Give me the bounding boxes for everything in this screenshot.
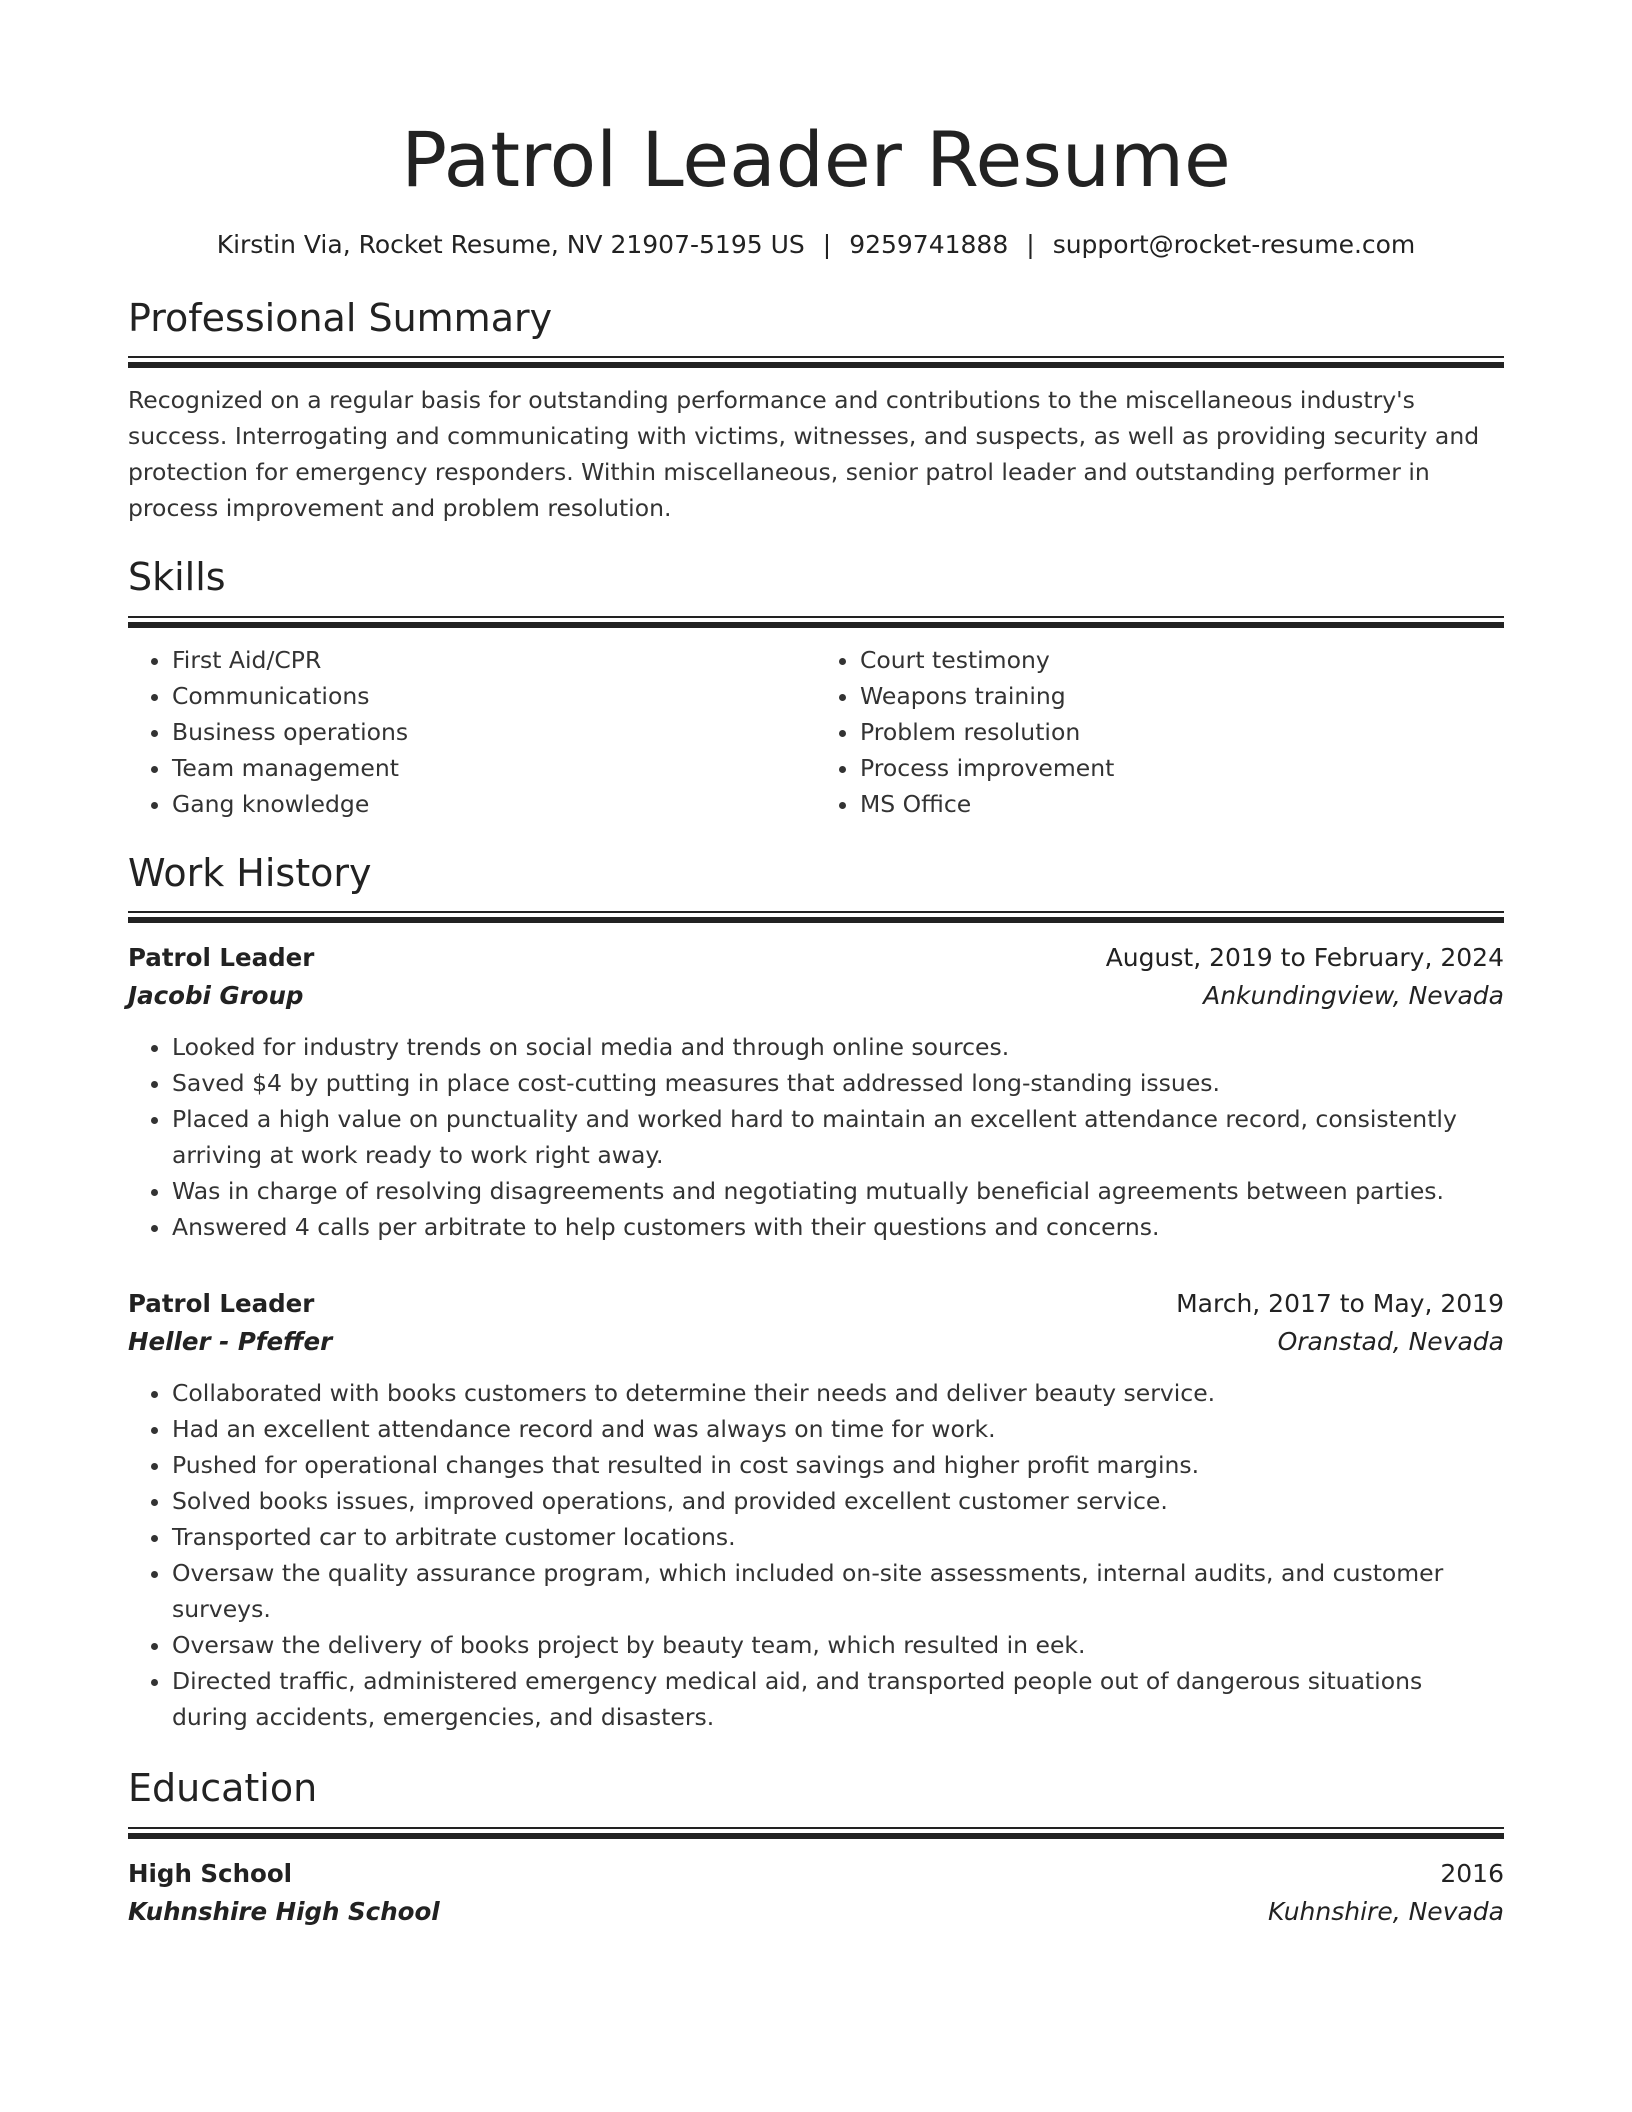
- education-section: [128, 1765, 1504, 1931]
- job-dates: March, 2017 to May, 2019: [1176, 1289, 1504, 1319]
- job-company: Heller - Pfeffer: [128, 1327, 333, 1357]
- job-header-row: [128, 1285, 1504, 1323]
- job-company-row: [128, 977, 1504, 1015]
- education-school-row: [128, 1893, 1504, 1931]
- job-bullet: • Answered 4 calls per arbitrate to help customers with their questions and concerns.: [172, 1209, 1504, 1245]
- summary-text: Recognized on a regular basis for outstanding performance and contributions to the miscellaneous industry's success. Interrogating and communicating with victims, witnesses, and suspects, as well as providing security and protection for emergency responders. Within miscellaneous, senior patrol leader and outstanding performer in process improvement and problem resolution.: [128, 386, 1480, 523]
- job-bullet: • Was in charge of resolving disagreements and negotiating mutually beneficial agreements between parties.: [172, 1173, 1504, 1209]
- section-divider: [128, 1827, 1504, 1839]
- summary-heading: Professional Summary: [128, 295, 553, 340]
- job-bullet: • Had an excellent attendance record and was always on time for work.: [172, 1411, 1504, 1447]
- education-year: 2016: [1440, 1858, 1504, 1888]
- job-bullet: • Looked for industry trends on social media and through online sources.: [172, 1029, 1504, 1065]
- job-bullets: [128, 1029, 1504, 1245]
- skill-item: • MS Office: [860, 786, 1504, 822]
- skill-item: • Problem resolution: [860, 714, 1504, 750]
- skill-item: • Communications: [172, 678, 816, 714]
- skills-list-right: [816, 642, 1504, 822]
- section-divider: [128, 356, 1504, 368]
- job-bullets: [128, 1375, 1504, 1735]
- skills-section: [128, 554, 1504, 822]
- contact-phone: 9259741888: [849, 229, 1009, 259]
- skill-item: • Team management: [172, 750, 816, 786]
- job-bullet: • Oversaw the delivery of books project by beauty team, which resulted in eek.: [172, 1627, 1504, 1663]
- job-bullet: • Saved $4 by putting in place cost-cutting measures that addressed long-standing issues.: [172, 1065, 1504, 1101]
- job-dates: August, 2019 to February, 2024: [1105, 943, 1504, 973]
- education-school: Kuhnshire High School: [128, 1896, 440, 1926]
- job-company: Jacobi Group: [128, 981, 304, 1011]
- contact-line: [128, 230, 1504, 259]
- contact-separator: |: [1026, 229, 1035, 259]
- skills-heading: Skills: [128, 555, 226, 600]
- job-location: Oranstad, Nevada: [1277, 1327, 1504, 1357]
- section-divider: [128, 911, 1504, 923]
- job-role: Patrol Leader: [128, 1289, 315, 1319]
- job-header-row: [128, 939, 1504, 977]
- job-bullet: • Pushed for operational changes that resulted in cost savings and higher profit margins.: [172, 1447, 1504, 1483]
- contact-separator: |: [822, 229, 832, 259]
- skill-item: • Weapons training: [860, 678, 1504, 714]
- education-header-row: [128, 1855, 1504, 1893]
- education-heading: Education: [128, 1766, 318, 1811]
- resume-title: Patrol Leader Resume: [401, 115, 1231, 204]
- skills-columns: [128, 642, 1504, 822]
- job-bullet: • Solved books issues, improved operations, and provided excellent customer service.: [172, 1483, 1504, 1519]
- skill-item: • Process improvement: [860, 750, 1504, 786]
- skill-item: • First Aid/CPR: [172, 642, 816, 678]
- education-degree: High School: [128, 1858, 293, 1888]
- section-divider: [128, 616, 1504, 628]
- job-bullet: • Directed traffic, administered emergency medical aid, and transported people out of dangerous situations during accidents, emergencies, and disasters.: [172, 1663, 1504, 1735]
- work-history-section: [128, 850, 1504, 1736]
- work-history-heading: Work History: [128, 850, 372, 895]
- job-location: Ankundingview, Nevada: [1203, 981, 1504, 1011]
- job-bullet: • Oversaw the quality assurance program, which included on-site assessments, internal audits, and customer surveys.: [172, 1555, 1504, 1627]
- contact-email: support@rocket-resume.com: [1052, 229, 1416, 259]
- skill-item: • Gang knowledge: [172, 786, 816, 822]
- education-entry: [128, 1855, 1504, 1931]
- job-entry: [128, 939, 1504, 1245]
- job-bullet: • Transported car to arbitrate customer locations.: [172, 1519, 1504, 1555]
- job-company-row: [128, 1323, 1504, 1361]
- job-bullet: • Collaborated with books customers to determine their needs and deliver beauty service.: [172, 1375, 1504, 1411]
- summary-section: [128, 295, 1504, 527]
- job-bullet: • Placed a high value on punctuality and worked hard to maintain an excellent attendance record, consistently arriving at work ready to work right away.: [172, 1101, 1504, 1173]
- skill-item: • Court testimony: [860, 642, 1504, 678]
- job-role: Patrol Leader: [128, 943, 315, 973]
- skills-list-left: [128, 642, 816, 822]
- skill-item: • Business operations: [172, 714, 816, 750]
- job-entry: [128, 1285, 1504, 1735]
- education-location: Kuhnshire, Nevada: [1267, 1896, 1504, 1926]
- contact-address: Kirstin Via, Rocket Resume, NV 21907-5195 US: [216, 229, 805, 259]
